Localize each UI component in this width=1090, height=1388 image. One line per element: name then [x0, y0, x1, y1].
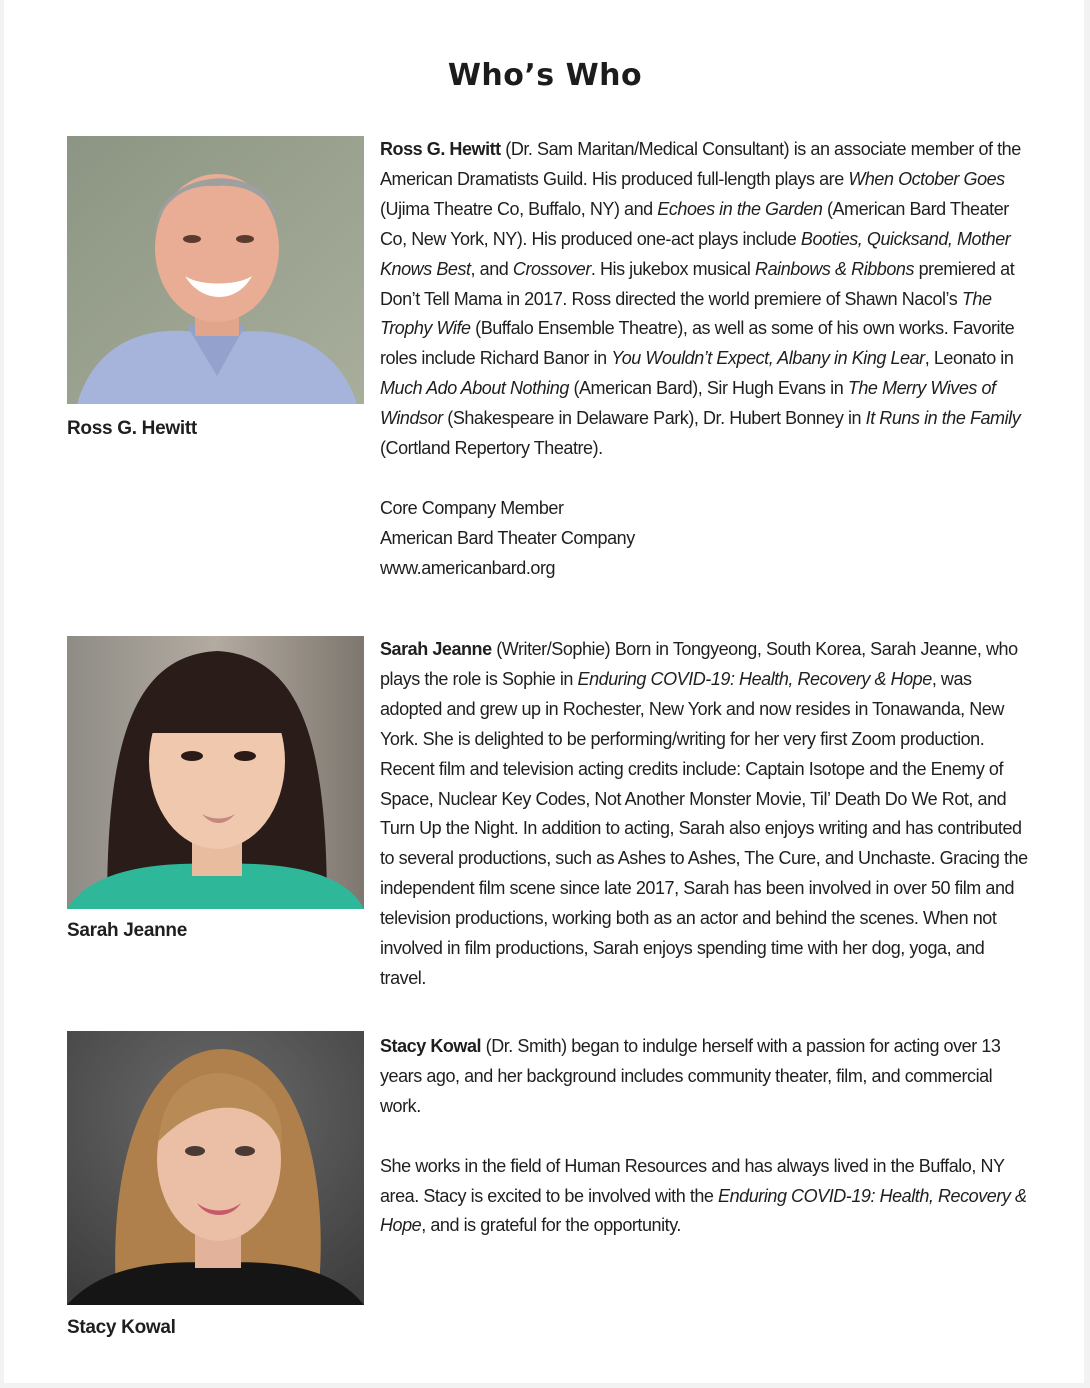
bio-text: Core Company Member	[380, 497, 564, 518]
bio-text: www.americanbard.org	[380, 557, 556, 578]
bio-text: , and	[470, 258, 513, 279]
bio-text: (American Bard), Sir Hugh Evans in	[568, 378, 848, 399]
work-title: Enduring COVID-19: Health, Recovery & Hope	[380, 1185, 1027, 1236]
bio-paragraph	[380, 135, 1030, 464]
bio-text: , Leonato in	[924, 348, 1014, 369]
bio-paragraph	[380, 1152, 1030, 1242]
bio-text: . His jukebox musical	[590, 258, 756, 279]
bio-text: , and is grateful for the opportunity.	[421, 1215, 681, 1236]
bio-paragraph	[380, 1032, 1030, 1122]
bio-text: (Cortland Repertory Theatre).	[380, 438, 603, 459]
work-title: Much Ado About Nothing	[380, 378, 569, 399]
bio-text: American Bard Theater Company	[380, 527, 635, 548]
person-caption: Ross G. Hewitt	[67, 418, 197, 439]
bio-paragraph	[380, 635, 1030, 994]
bio-text: (Shakespeare in Delaware Park), Dr. Hubert Bonney in	[442, 408, 866, 429]
paragraph-gap	[380, 1122, 1030, 1152]
bio-paragraph	[380, 494, 1030, 584]
work-title: Crossover	[512, 258, 591, 279]
person-caption: Sarah Jeanne	[67, 920, 187, 941]
work-title: Echoes in the Garden	[657, 198, 823, 219]
bio-text: (Ujima Theatre Co, Buffalo, NY) and	[380, 198, 658, 219]
person-name-bold: Ross G. Hewitt	[380, 139, 501, 159]
work-title: You Wouldn’t Expect, Albany in King Lear	[611, 348, 925, 369]
person-bio	[380, 635, 1030, 994]
work-title: Booties, Quicksand, Mother Knows Best	[380, 228, 1011, 279]
person-bio	[380, 1032, 1030, 1241]
bio-text: (Dr. Smith) began to indulge herself with a passion for acting over 13 years ago, and her background includes community theater, film, and commercial work.	[380, 1036, 1001, 1116]
work-title: Rainbows & Ribbons	[755, 258, 915, 279]
work-title: Enduring COVID-19: Health, Recovery & Hope	[577, 668, 932, 689]
work-title: When October Goes	[848, 168, 1005, 189]
work-title: It Runs in the Family	[865, 408, 1021, 429]
portrait-photo-woman	[67, 636, 364, 909]
portrait-photo-man	[67, 136, 364, 404]
person-bio	[380, 135, 1030, 584]
work-title: The Merry Wives of Windsor	[380, 378, 996, 429]
bio-text: (Dr. Sam Maritan/Medical Consultant) is an associate member of the American Dramatists Guild. His produced full-length plays are	[380, 139, 1021, 189]
paragraph-gap	[380, 464, 1030, 494]
bio-text: premiered at Don’t Tell Mama in 2017. Ross directed the world premiere of Shawn Nacol’s	[380, 258, 1015, 309]
bio-text: She works in the field of Human Resources and has always lived in the Buffalo, NY area. Stacy is excited to be involved with the	[380, 1155, 1005, 1206]
person-caption: Stacy Kowal	[67, 1317, 176, 1338]
bio-text: (Writer/Sophie) Born in Tongyeong, South Korea, Sarah Jeanne, who plays the role is Sophie in	[380, 639, 1018, 689]
bio-text: (American Bard Theater Co, New York, NY). His produced one-act plays include	[380, 198, 1009, 249]
person-name-bold: Sarah Jeanne	[380, 639, 492, 659]
bio-text: (Buffalo Ensemble Theatre), as well as some of his own works. Favorite roles include Richard Banor in	[380, 318, 1015, 369]
page-title: Who’s Who	[447, 58, 643, 93]
person-name-bold: Stacy Kowal	[380, 1036, 482, 1056]
bio-text: , was adopted and grew up in Rochester, New York and now resides in Tonawanda, New York. She is delighted to be performing/writing for her very first Zoom production. Recent film and television acting credits include: Captain Isotope and the Enemy of Space, Nuclear Key Codes, Not Another Monster Movie, Til’ Death Do We Rot, and Turn Up the Night. In addition to acting, Sarah also enjoys writing and has contributed to several productions, such as Ashes to Ashes, The Cure, and Unchaste. Gracing the independent film scene since late 2017, Sarah has been involved in over 50 film and television productions, working both as an actor and behind the scenes. When not involved in film productions, Sarah enjoys spending time with her dog, yoga, and travel.	[380, 668, 1028, 988]
portrait-photo-woman	[67, 1031, 364, 1305]
work-title: The Trophy Wife	[380, 288, 992, 339]
